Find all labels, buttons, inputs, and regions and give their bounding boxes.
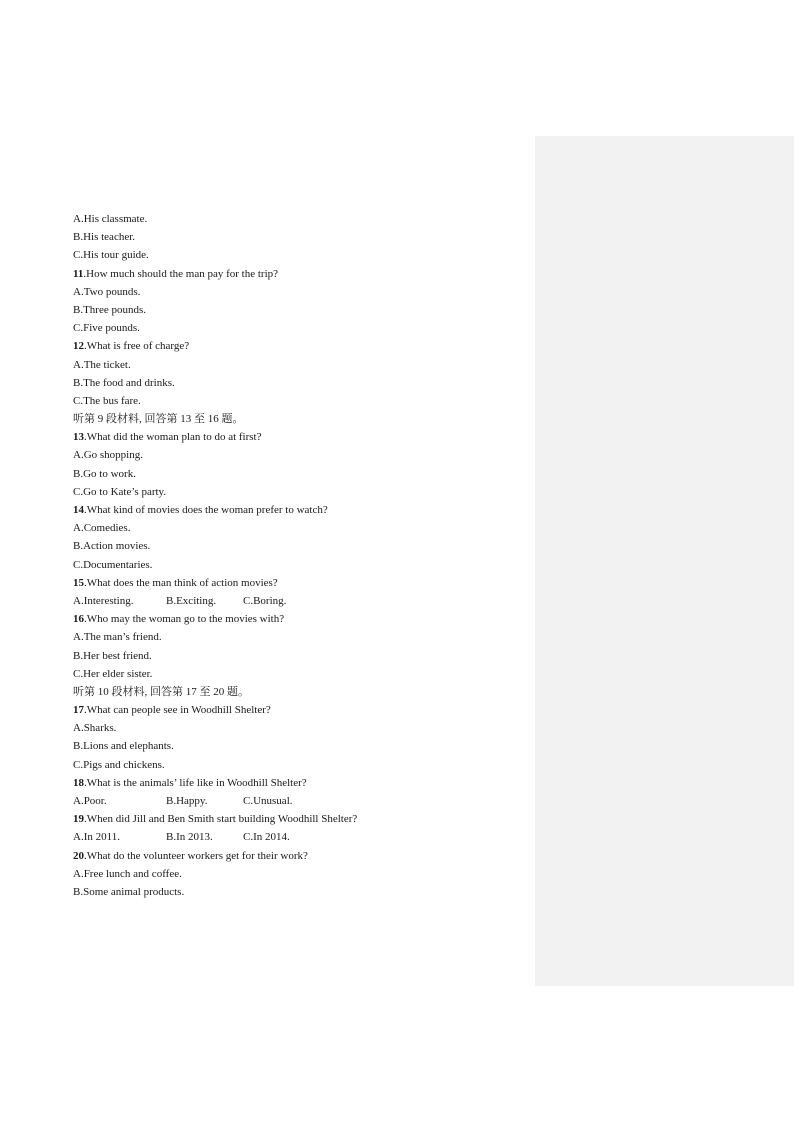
question-line	[73, 610, 523, 628]
text-line: B.Her best friend.	[73, 649, 152, 662]
text-line: C.His tour guide.	[73, 249, 149, 262]
question-number: 11	[73, 267, 84, 280]
question-number: 18	[73, 776, 84, 789]
text-line: B.The food and drinks.	[73, 376, 175, 389]
option-a: A.Interesting.	[73, 594, 134, 607]
option-a: A.Poor.	[73, 795, 107, 807]
options-line	[73, 792, 523, 810]
question-number: 15	[73, 576, 84, 589]
question-text: .How much should the man pay for the trip?	[83, 267, 279, 280]
document-body	[73, 210, 523, 901]
question-number: 13	[73, 431, 84, 444]
question-text: .What can people see in Woodhill Shelter?	[84, 704, 271, 717]
text-line: 听第 9 段材料, 回答第 13 至 16 题。	[73, 413, 244, 426]
question-line	[73, 265, 523, 283]
question-number: 19	[73, 813, 84, 826]
options-line	[73, 592, 523, 610]
text-line: A.His classmate.	[73, 213, 148, 225]
option-c: C.Unusual.	[243, 795, 293, 807]
text-line: C.Pigs and chickens.	[73, 758, 165, 771]
text-line: C.The bus fare.	[73, 394, 141, 407]
question-text: .What do the volunteer workers get for their work?	[84, 849, 308, 862]
question-number: 12	[73, 340, 84, 353]
text-line: C.Go to Kate’s party.	[73, 485, 167, 498]
text-line: A.Free lunch and coffee.	[73, 867, 182, 880]
options-line	[73, 828, 523, 846]
question-text: .What kind of movies does the woman prefer to watch?	[84, 504, 328, 516]
question-text: .What is free of charge?	[84, 340, 190, 353]
text-line: C.Her elder sister.	[73, 667, 153, 680]
option-b: B.Exciting.	[166, 594, 217, 607]
text-line: A.Go shopping.	[73, 449, 143, 462]
question-line	[73, 501, 523, 519]
question-number: 20	[73, 849, 84, 862]
text-line: B.Lions and elephants.	[73, 740, 174, 753]
question-text: .What did the woman plan to do at first?	[84, 431, 262, 444]
question-text: .What is the animals’ life like in Woodhill Shelter?	[84, 776, 307, 789]
text-line: C.Five pounds.	[73, 322, 140, 335]
option-a: A.In 2011.	[73, 831, 120, 844]
question-number: 14	[73, 504, 84, 516]
comment-pane	[535, 136, 794, 986]
text-line: 听第 10 段材料, 回答第 17 至 20 题。	[73, 685, 249, 698]
option-b: B.Happy.	[166, 795, 208, 807]
text-line: B.Three pounds.	[73, 303, 147, 316]
text-line: B.Action movies.	[73, 540, 151, 553]
question-line	[73, 701, 523, 719]
text-line: B.His teacher.	[73, 231, 136, 244]
question-text: .When did Jill and Ben Smith start building Woodhill Shelter?	[84, 813, 358, 826]
question-text: .What does the man think of action movies?	[84, 576, 278, 589]
text-line: A.Two pounds.	[73, 285, 141, 298]
question-line	[73, 574, 523, 592]
question-line	[73, 810, 523, 828]
question-text: .Who may the woman go to the movies with?	[84, 613, 285, 626]
question-line	[73, 337, 523, 355]
text-line: A.The man’s friend.	[73, 631, 162, 644]
question-number: 17	[73, 704, 84, 717]
text-line: B.Some animal products.	[73, 885, 185, 898]
question-number: 16	[73, 613, 84, 626]
option-c: C.In 2014.	[243, 831, 290, 844]
option-c: C.Boring.	[243, 594, 287, 607]
question-line	[73, 847, 523, 865]
text-line: B.Go to work.	[73, 467, 136, 480]
text-line: A.Sharks.	[73, 722, 117, 735]
text-line: A.Comedies.	[73, 522, 131, 535]
question-line	[73, 774, 523, 792]
question-line	[73, 428, 523, 446]
option-b: B.In 2013.	[166, 831, 213, 844]
text-line: A.The ticket.	[73, 358, 131, 371]
text-line: C.Documentaries.	[73, 558, 153, 571]
